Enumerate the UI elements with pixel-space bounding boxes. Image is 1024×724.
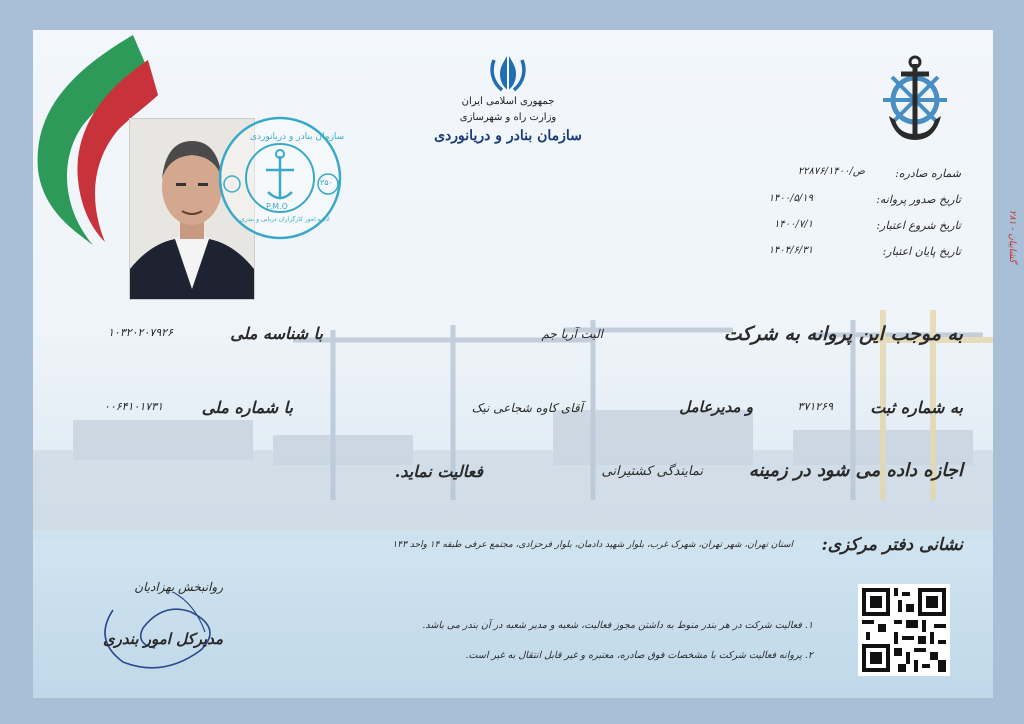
end-date-label: تاریخ پایان اعتبار: xyxy=(882,245,961,258)
seal-text: سازمان بنادر و دریانوردی xyxy=(250,132,345,142)
office-address: استان تهران، شهر تهران، شهرک غرب، بلوار شهید دادمان، بلوار فرحزادی، مجتمع عرفی طبقه ۱۴ واحد ۱۴۳ xyxy=(392,540,793,550)
emblem-line2: وزارت راه و شهرسازی xyxy=(459,112,557,123)
seal-sub-text: اداره امور کارگزاران دریایی و بندری xyxy=(240,216,330,223)
organization-title: سازمان بنادر و دریانوردی xyxy=(434,128,582,144)
note-1: ۱. فعالیت شرکت در هر بندر منوط به داشتن مجوز فعالیت، شعبه و مدیر شعبه در آن بندر می باشد. xyxy=(422,620,813,631)
manager-national-id: ۰۰۶۴۱۰۱۷۳۱ xyxy=(103,400,163,413)
manager-label: و مدیرعامل xyxy=(679,398,753,416)
issue-number-value: ص/۲۲۸۷۶/۱۴۰۰ xyxy=(797,166,865,177)
end-date-value: ۱۴۰۴/۶/۳۱ xyxy=(768,245,813,256)
iran-emblem-icon xyxy=(486,50,530,94)
registration-label: به شماره ثبت xyxy=(870,398,963,417)
company-national-id: ۱۰۳۲۰۲۰۷۹۲۶ xyxy=(108,326,173,339)
registration-number: ۳۷۱۲۶۹ xyxy=(797,400,833,413)
signatory-name: روانبخش بهزادیان xyxy=(134,580,223,594)
company-name: الیت آریا جم xyxy=(541,327,603,341)
national-id-label: با شناسه ملی xyxy=(230,324,323,343)
issue-date-value: ۱۴۰۰/۵/۱۹ xyxy=(768,193,813,204)
certificate-sheet xyxy=(33,30,993,698)
license-intro: به موجب این پروانه به شرکت xyxy=(723,323,963,345)
start-date-label: تاریخ شروع اعتبار: xyxy=(876,219,961,232)
qr-code xyxy=(858,584,950,676)
permit-intro: اجازه داده می شود در زمینه xyxy=(748,460,963,481)
official-seal xyxy=(216,114,344,242)
permit-suffix: فعالیت نماید. xyxy=(394,462,483,481)
manager-name: آقای کاوه شجاعی نیک xyxy=(471,401,583,415)
manager-id-label: با شماره ملی xyxy=(201,398,293,417)
note-2: ۲. پروانه فعالیت شرکت با مشخصات فوق صادره، معتبره و غیر قابل انتقال به غیر است. xyxy=(465,650,813,661)
side-reference-code: ۲۸۱ - گشاییان xyxy=(1007,210,1017,263)
signature-block xyxy=(83,570,233,680)
seal-badge: ۲۵۰ xyxy=(320,178,333,187)
address-label: نشانی دفتر مرکزی: xyxy=(821,535,963,555)
signatory-title: مدیرکل امور بندری xyxy=(102,630,223,648)
issue-number-label: شماره صادره: xyxy=(895,167,961,180)
anchor-wheel-logo xyxy=(875,54,955,146)
activity-field: نمایندگی کشتیرانی xyxy=(601,464,703,479)
start-date-value: ۱۴۰۰/۷/۱ xyxy=(774,219,813,230)
emblem-line1: جمهوری اسلامی ایران xyxy=(461,96,555,107)
issue-date-label: تاریخ صدور پروانه: xyxy=(876,193,961,206)
seal-label: P.M.O xyxy=(266,202,288,211)
